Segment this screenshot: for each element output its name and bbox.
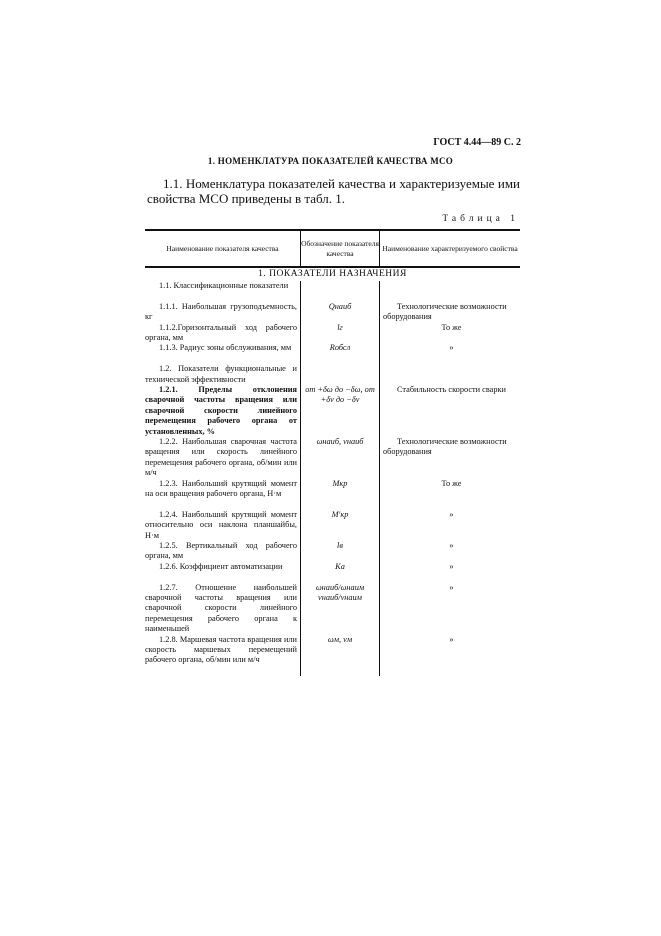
table-row <box>145 437 520 479</box>
row-symbol: lв <box>300 541 380 562</box>
row-property: Стабильность скорости сварки <box>397 384 506 394</box>
row-property: » <box>449 343 454 353</box>
row-symbol: lг <box>300 323 380 344</box>
table-body <box>145 281 520 676</box>
row-symbol: Mкр <box>300 479 380 510</box>
table-row <box>145 635 520 677</box>
header-symbol: Обозначение показателя качества <box>300 231 380 266</box>
row-name: 1.2.6. Коэффициент автоматизации <box>159 561 283 571</box>
table-row <box>145 510 520 541</box>
table-row <box>145 583 520 635</box>
row-symbol: от +δω до −δω, от +δv до −δv <box>300 385 380 437</box>
row-name: 1.2.8. Маршевая частота вращения или скорость маршевых перемещений рабочего органа, об/мин или м/ч <box>145 634 297 665</box>
row-symbol <box>300 281 380 302</box>
row-property <box>380 364 520 385</box>
header-property: Наименование характеризуемого свойства <box>382 243 518 253</box>
row-name: 1.2.5. Вертикальный ход рабочего органа, мм <box>145 540 297 561</box>
row-name: 1.2.2. Наибольшая сварочная частота вращения или скорость линейного перемещения рабочего органа, об/мин или м/ч <box>145 436 297 478</box>
section-title: 1. НОМЕНКЛАТУРА ПОКАЗАТЕЛЕЙ КАЧЕСТВА МСО <box>207 156 454 166</box>
row-property: » <box>449 509 454 519</box>
row-property: Технологические возможности оборудования <box>383 436 507 457</box>
row-property: » <box>449 540 454 550</box>
table-row <box>145 281 520 302</box>
row-symbol: ωнаиб, vнаиб <box>300 437 380 479</box>
row-property: То же <box>441 322 462 332</box>
table-row <box>145 385 520 437</box>
table-row <box>145 562 520 583</box>
row-symbol <box>300 364 380 385</box>
row-name: 1.2.1. Пределы отклонения сварочной частоты вращения или сварочной скорости линейного перемещения рабочего органа от установленных, % <box>145 384 297 436</box>
table-caption: Таблица 1 <box>442 214 519 224</box>
table-row <box>145 364 520 385</box>
table-section-title: 1. ПОКАЗАТЕЛИ НАЗНАЧЕНИЯ <box>258 269 407 279</box>
row-symbol: ωм, vм <box>300 635 380 677</box>
row-symbol: Kа <box>300 562 380 583</box>
row-name: 1.1. Классификационные показатели <box>159 281 289 290</box>
row-property: » <box>449 634 454 644</box>
table-row <box>145 343 520 364</box>
table-row <box>145 479 520 510</box>
header-name: Наименование показателя качества <box>166 243 279 253</box>
row-property <box>380 281 520 302</box>
intro-paragraph: 1.1. Номенклатура показателей качества и характеризуемые ими свойства МСО приведены в табл. 1. <box>147 176 520 206</box>
row-symbol: Rобсл <box>300 343 380 364</box>
row-name: 1.2.3. Наибольший крутящий момент на оси вращения рабочего органа, Н·м <box>145 478 297 498</box>
quality-table <box>145 229 520 676</box>
table-row <box>145 323 520 344</box>
row-symbol: M′кр <box>300 510 380 541</box>
row-name: 1.1.2.Горизонтальный ход рабочего органа, мм <box>145 322 297 342</box>
row-name: 1.1.1. Наибольшая грузоподъемность, кг <box>145 301 297 322</box>
row-name: 1.2.4. Наибольший крутящий момент относительно оси наклона планшайбы, Н·м <box>145 509 297 540</box>
row-property: То же <box>441 478 462 488</box>
row-name: 1.2. Показатели функциональные и технической эффективности <box>145 364 297 384</box>
row-name: 1.2.7. Отношение наибольшей сварочной частоты вращения или сварочной скорости линейного перемещения рабочего органа к наименьшей <box>145 582 297 634</box>
table-row <box>145 541 520 562</box>
row-property: » <box>449 582 454 592</box>
row-property: » <box>449 561 454 571</box>
row-name: 1.1.3. Радиус зоны обслуживания, мм <box>159 343 292 353</box>
table-row <box>145 302 520 323</box>
row-symbol: Qнаиб <box>300 302 380 323</box>
table-header <box>145 231 520 268</box>
page-header: ГОСТ 4.44—89 С. 2 <box>433 137 521 148</box>
row-symbol: ωнаиб/ωнаим vнаиб/vнаим <box>300 583 380 635</box>
row-property: Технологические возможности оборудования <box>383 301 507 322</box>
